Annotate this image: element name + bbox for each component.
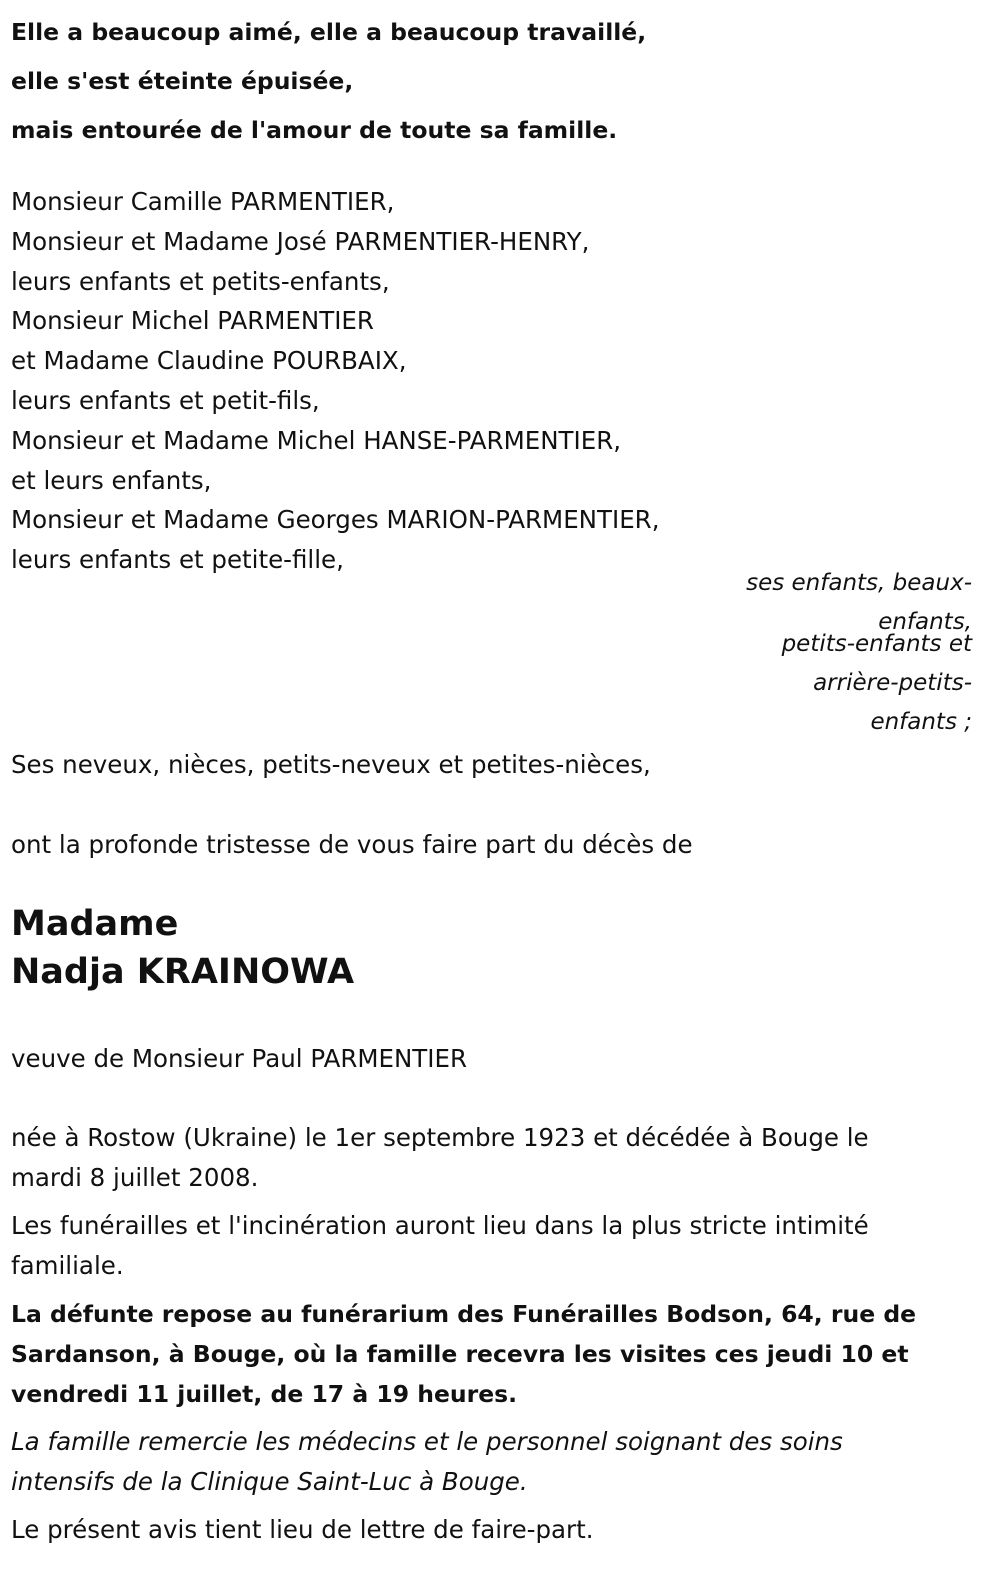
deceased-name: [11, 900, 354, 996]
family-line: Monsieur et Madame Michel HANSE-PARMENTIER,: [11, 425, 622, 455]
birth-death-paragraph: [11, 1118, 971, 1198]
visitation-paragraph: [11, 1294, 971, 1414]
deceased-fullname: Nadja KRAINOWA: [11, 952, 355, 992]
family-line: Monsieur et Madame José PARMENTIER-HENRY,: [11, 226, 590, 256]
details: [11, 1118, 971, 1558]
paragraph-line: Sardanson, à Bouge, où la famille recevra les visites ces jeudi 10 et: [11, 1340, 909, 1368]
motto-line: mais entourée de l'amour de toute sa famille.: [11, 116, 618, 144]
family-line: Monsieur et Madame Georges MARION-PARMENTIER,: [11, 505, 660, 535]
children-note-line: arrière-petits-: [813, 670, 972, 696]
obituary-notice: [11, 0, 986, 1544]
paragraph-line: née à Rostow (Ukraine) le 1er septembre 1923 et décédée à Bouge le: [11, 1123, 869, 1152]
deceased-title: Madame: [11, 904, 179, 944]
paragraph-line: Les funérailles et l'incinération auront lieu dans la plus stricte intimité: [11, 1211, 869, 1240]
family-line: et leurs enfants,: [11, 465, 212, 495]
paragraph-line: La défunte repose au funérarium des Funérailles Bodson, 64, rue de: [11, 1300, 917, 1328]
motto-line: Elle a beaucoup aimé, elle a beaucoup travaillé,: [11, 18, 647, 46]
children-note: [712, 570, 972, 736]
paragraph-line: Le présent avis tient lieu de lettre de faire-part.: [11, 1515, 594, 1544]
paragraph-line: familiale.: [11, 1251, 124, 1280]
family-line: leurs enfants et petite-fille,: [11, 545, 344, 575]
paragraph-line: intensifs de la Clinique Saint-Luc à Bouge.: [11, 1467, 528, 1496]
family-line: leurs enfants et petits-enfants,: [11, 266, 390, 296]
widow-of: veuve de Monsieur Paul PARMENTIER: [11, 1044, 468, 1073]
family-line: Monsieur Camille PARMENTIER,: [11, 187, 395, 216]
thanks-paragraph: [11, 1422, 971, 1502]
closing-paragraph: [11, 1510, 971, 1550]
paragraph-line: La famille remercie les médecins et le personnel soignant des soins: [11, 1427, 843, 1456]
children-note-line: enfants,: [878, 609, 972, 635]
paragraph-line: vendredi 11 juillet, de 17 à 19 heures.: [11, 1380, 518, 1408]
family-line: et Madame Claudine POURBAIX,: [11, 346, 407, 376]
motto: [11, 0, 986, 155]
children-note-line: petits-enfants et: [781, 631, 972, 657]
nephews-line: Ses neveux, nièces, petits-neveux et petites-nièces,: [11, 750, 651, 779]
family-line: leurs enfants et petit-fils,: [11, 385, 320, 415]
family-line: Monsieur Michel PARMENTIER: [11, 306, 374, 336]
funeral-paragraph: [11, 1206, 971, 1286]
children-note-line: enfants ;: [870, 709, 972, 735]
family-list: [11, 155, 986, 580]
children-note-line: ses enfants, beaux-: [746, 570, 972, 596]
paragraph-line: mardi 8 juillet 2008.: [11, 1163, 259, 1192]
announcement: ont la profonde tristesse de vous faire part du décès de: [11, 830, 693, 859]
motto-line: elle s'est éteinte épuisée,: [11, 67, 354, 95]
